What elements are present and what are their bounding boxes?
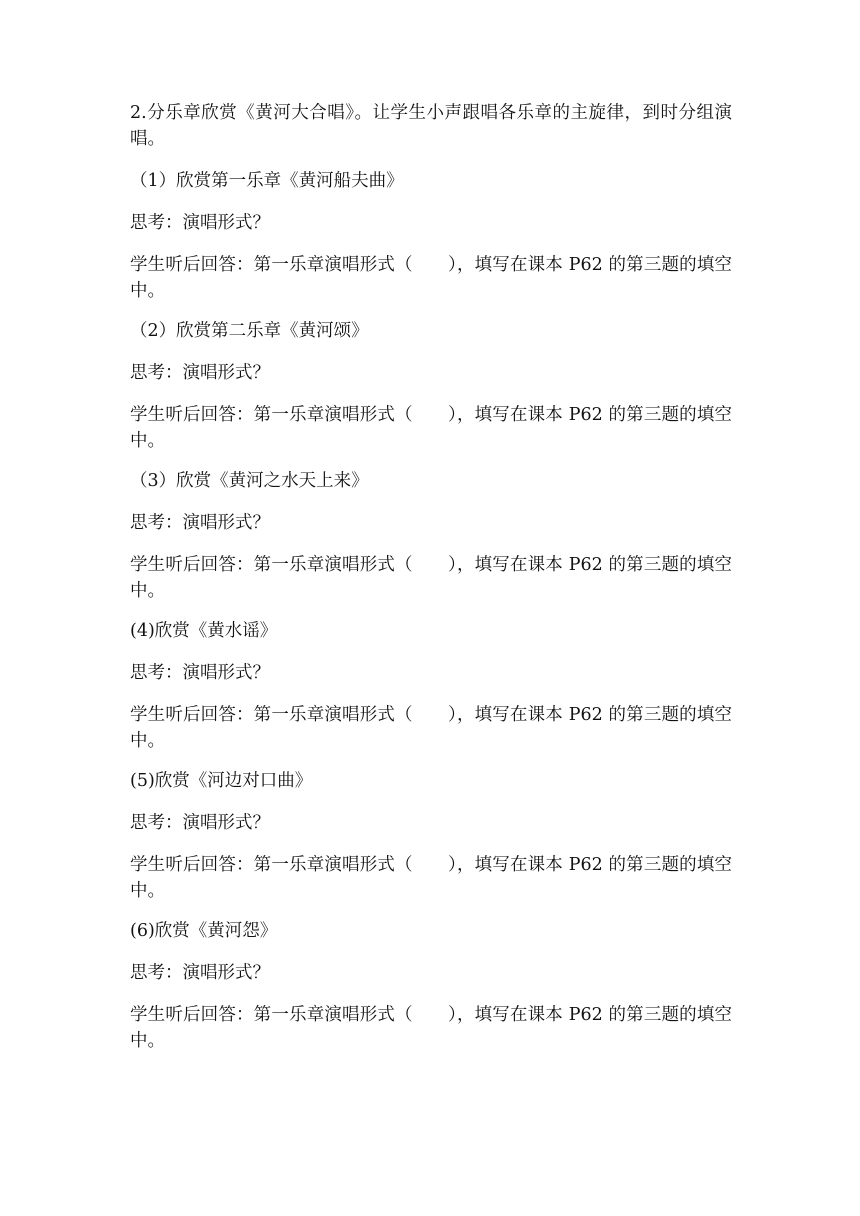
section-6-heading: (6)欣赏《黄河怨》	[130, 921, 278, 941]
section-6-question: 思考：演唱形式？	[130, 963, 270, 983]
section-5-heading: (5)欣赏《河边对口曲》	[130, 771, 313, 791]
section-6-answer: 学生听后回答：第一乐章演唱形式（ ），填写在课本 P62 的第三题的填空中。	[130, 1005, 732, 1051]
section-5-question: 思考：演唱形式？	[130, 813, 270, 833]
section-2-question: 思考：演唱形式？	[130, 363, 270, 383]
intro-paragraph: 2.分乐章欣赏《黄河大合唱》。让学生小声跟唱各乐章的主旋律，到时分组演唱。	[130, 103, 732, 149]
section-5-answer: 学生听后回答：第一乐章演唱形式（ ），填写在课本 P62 的第三题的填空中。	[130, 855, 732, 901]
section-4-answer: 学生听后回答：第一乐章演唱形式（ ），填写在课本 P62 的第三题的填空中。	[130, 705, 732, 751]
section-2-heading: （2）欣赏第二乐章《黄河颂》	[130, 321, 369, 341]
section-1-question: 思考：演唱形式？	[130, 213, 270, 233]
section-3-heading: （3）欣赏《黄河之水天上来》	[130, 471, 369, 491]
section-3-answer: 学生听后回答：第一乐章演唱形式（ ），填写在课本 P62 的第三题的填空中。	[130, 555, 732, 601]
section-3-question: 思考：演唱形式？	[130, 513, 270, 533]
section-1-heading: （1）欣赏第一乐章《黄河船夫曲》	[130, 171, 404, 191]
section-4-question: 思考：演唱形式？	[130, 663, 270, 683]
section-1-answer: 学生听后回答：第一乐章演唱形式（ ），填写在课本 P62 的第三题的填空中。	[130, 255, 732, 301]
section-2-answer: 学生听后回答：第一乐章演唱形式（ ），填写在课本 P62 的第三题的填空中。	[130, 405, 732, 451]
section-4-heading: (4)欣赏《黄水谣》	[130, 621, 278, 641]
document-page	[130, 100, 732, 1054]
